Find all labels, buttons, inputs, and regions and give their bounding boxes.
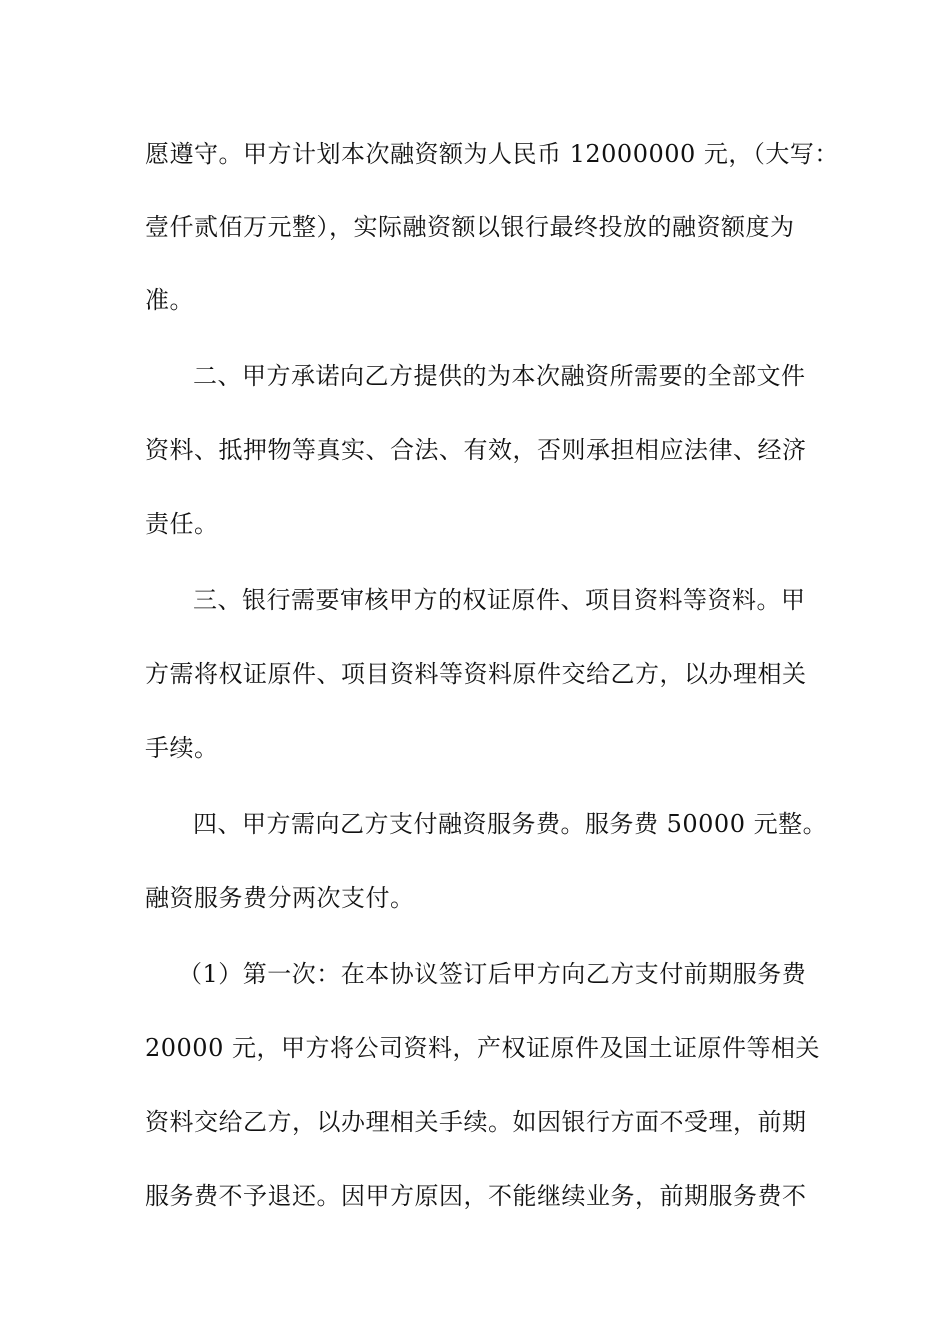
text-line: 四、甲方需向乙方支付融资服务费。服务费 50000 元整。	[193, 810, 828, 838]
text-line: 责任。	[145, 510, 219, 538]
text-line: （1）第一次：在本协议签订后甲方向乙方支付前期服务费	[178, 960, 807, 988]
text-line: 三、银行需要审核甲方的权证原件、项目资料等资料。甲	[193, 586, 806, 614]
text-line: 二、甲方承诺向乙方提供的为本次融资所需要的全部文件	[193, 362, 806, 390]
text-line: 壹仟贰佰万元整），实际融资额以银行最终投放的融资额度为	[145, 213, 795, 241]
text-line: 准。	[145, 286, 194, 314]
text-line: 资料交给乙方，以办理相关手续。如因银行方面不受理，前期	[145, 1108, 807, 1136]
text-line: 服务费不予退还。因甲方原因，不能继续业务，前期服务费不	[145, 1182, 807, 1210]
text-line: 资料、抵押物等真实、合法、有效，否则承担相应法律、经济	[145, 436, 807, 464]
text-line: 手续。	[145, 734, 219, 762]
text-line: 方需将权证原件、项目资料等资料原件交给乙方，以办理相关	[145, 660, 807, 688]
text-line: 20000 元，甲方将公司资料，产权证原件及国土证原件等相关	[145, 1034, 820, 1062]
text-line: 融资服务费分两次支付。	[145, 884, 415, 912]
text-line: 愿遵守。甲方计划本次融资额为人民币 12000000 元，（大写：	[145, 140, 839, 168]
